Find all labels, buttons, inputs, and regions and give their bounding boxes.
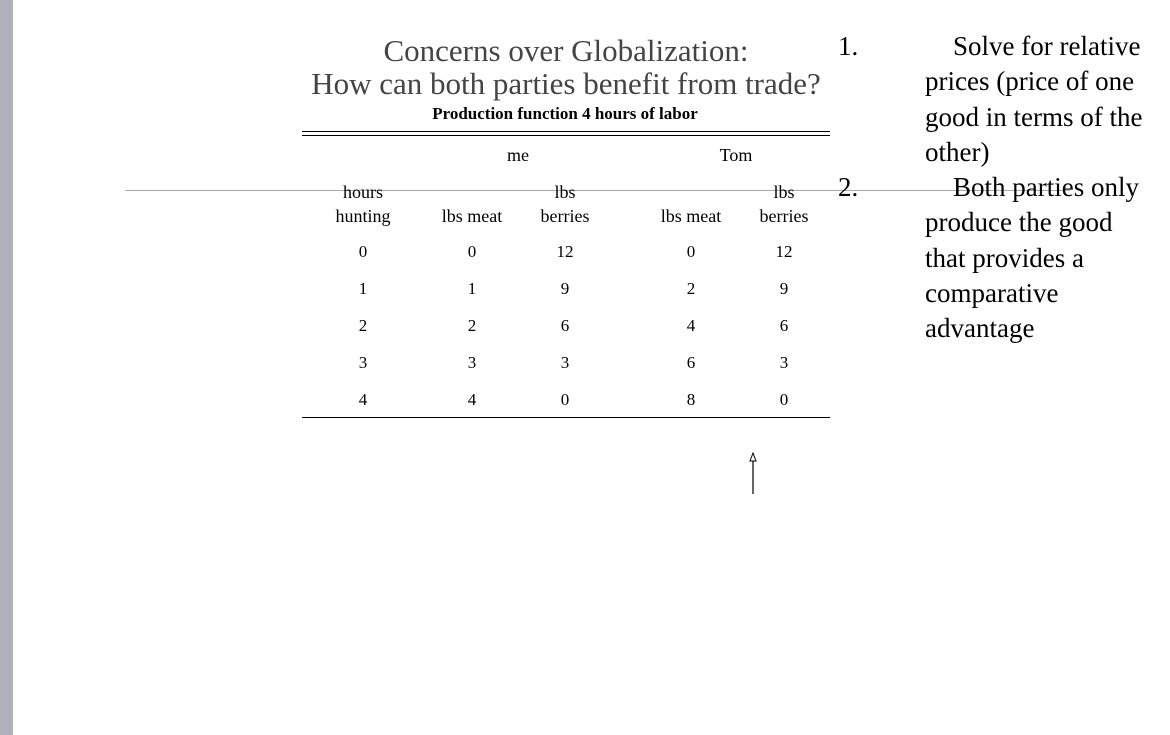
up-arrow-icon — [747, 452, 759, 496]
table-caption: Production function 4 hours of labor — [432, 104, 698, 123]
group-header-me: me — [507, 145, 529, 165]
title-line-1: Concerns over Globalization: — [383, 33, 749, 68]
column-header-line2: berries — [540, 206, 590, 226]
table-cell: 6 — [686, 353, 696, 372]
column-header-line1: hours — [343, 182, 383, 202]
table-cell: 8 — [686, 390, 696, 409]
list-text: Solve for relative prices (price of one good in terms of the other) — [925, 31, 1143, 167]
table-cell: 12 — [775, 242, 793, 261]
table-cell: 6 — [779, 316, 789, 335]
slide-title — [300, 34, 832, 100]
table-cell: 3 — [467, 353, 477, 372]
table-cell: 2 — [686, 279, 696, 298]
table-cell: 3 — [358, 353, 368, 372]
list-item-1 — [838, 29, 1158, 170]
table-top-rule-1 — [302, 131, 830, 132]
table-cell: 0 — [358, 242, 368, 261]
list-text: Both parties only produce the good that provides a comparative advantage — [925, 172, 1139, 344]
table-cell: 0 — [560, 390, 570, 409]
column-header-line2: lbs meat — [441, 206, 503, 226]
column-header-hours-hunting — [308, 180, 418, 228]
table-cell: 6 — [560, 316, 570, 335]
table-cell: 3 — [560, 353, 570, 372]
list-number: 2. — [838, 172, 859, 203]
title-line-2: How can both parties benefit from trade? — [311, 66, 821, 101]
table-cell: 3 — [779, 353, 789, 372]
column-header-line1: lbs — [773, 182, 795, 202]
column-header-line1: lbs — [554, 182, 576, 202]
column-header-me-lbs-berries — [510, 180, 620, 228]
table-cell: 9 — [560, 279, 570, 298]
list-item-2 — [838, 170, 1158, 346]
table-cell: 2 — [467, 316, 477, 335]
list-number: 1. — [838, 31, 859, 61]
table-cell: 1 — [467, 279, 477, 298]
table-cell: 0 — [779, 390, 789, 409]
table-cell: 4 — [358, 390, 368, 409]
table-top-rule-2 — [302, 135, 830, 136]
table-cell: 4 — [467, 390, 477, 409]
column-header-line2: berries — [759, 206, 809, 226]
table-cell: 0 — [686, 242, 696, 261]
column-header-line2: hunting — [335, 206, 391, 226]
table-cell: 0 — [467, 242, 477, 261]
column-header-line2: lbs meat — [660, 206, 722, 226]
group-header-tom: Tom — [719, 145, 753, 165]
numbered-list — [838, 29, 1158, 347]
table-cell: 1 — [358, 279, 368, 298]
column-header-tom-lbs-berries — [729, 180, 839, 228]
table-cell: 9 — [779, 279, 789, 298]
left-edge-bar — [0, 0, 13, 735]
table-cell: 12 — [556, 242, 574, 261]
table-cell: 4 — [686, 316, 696, 335]
table-cell: 2 — [358, 316, 368, 335]
table-bottom-rule — [302, 417, 830, 418]
